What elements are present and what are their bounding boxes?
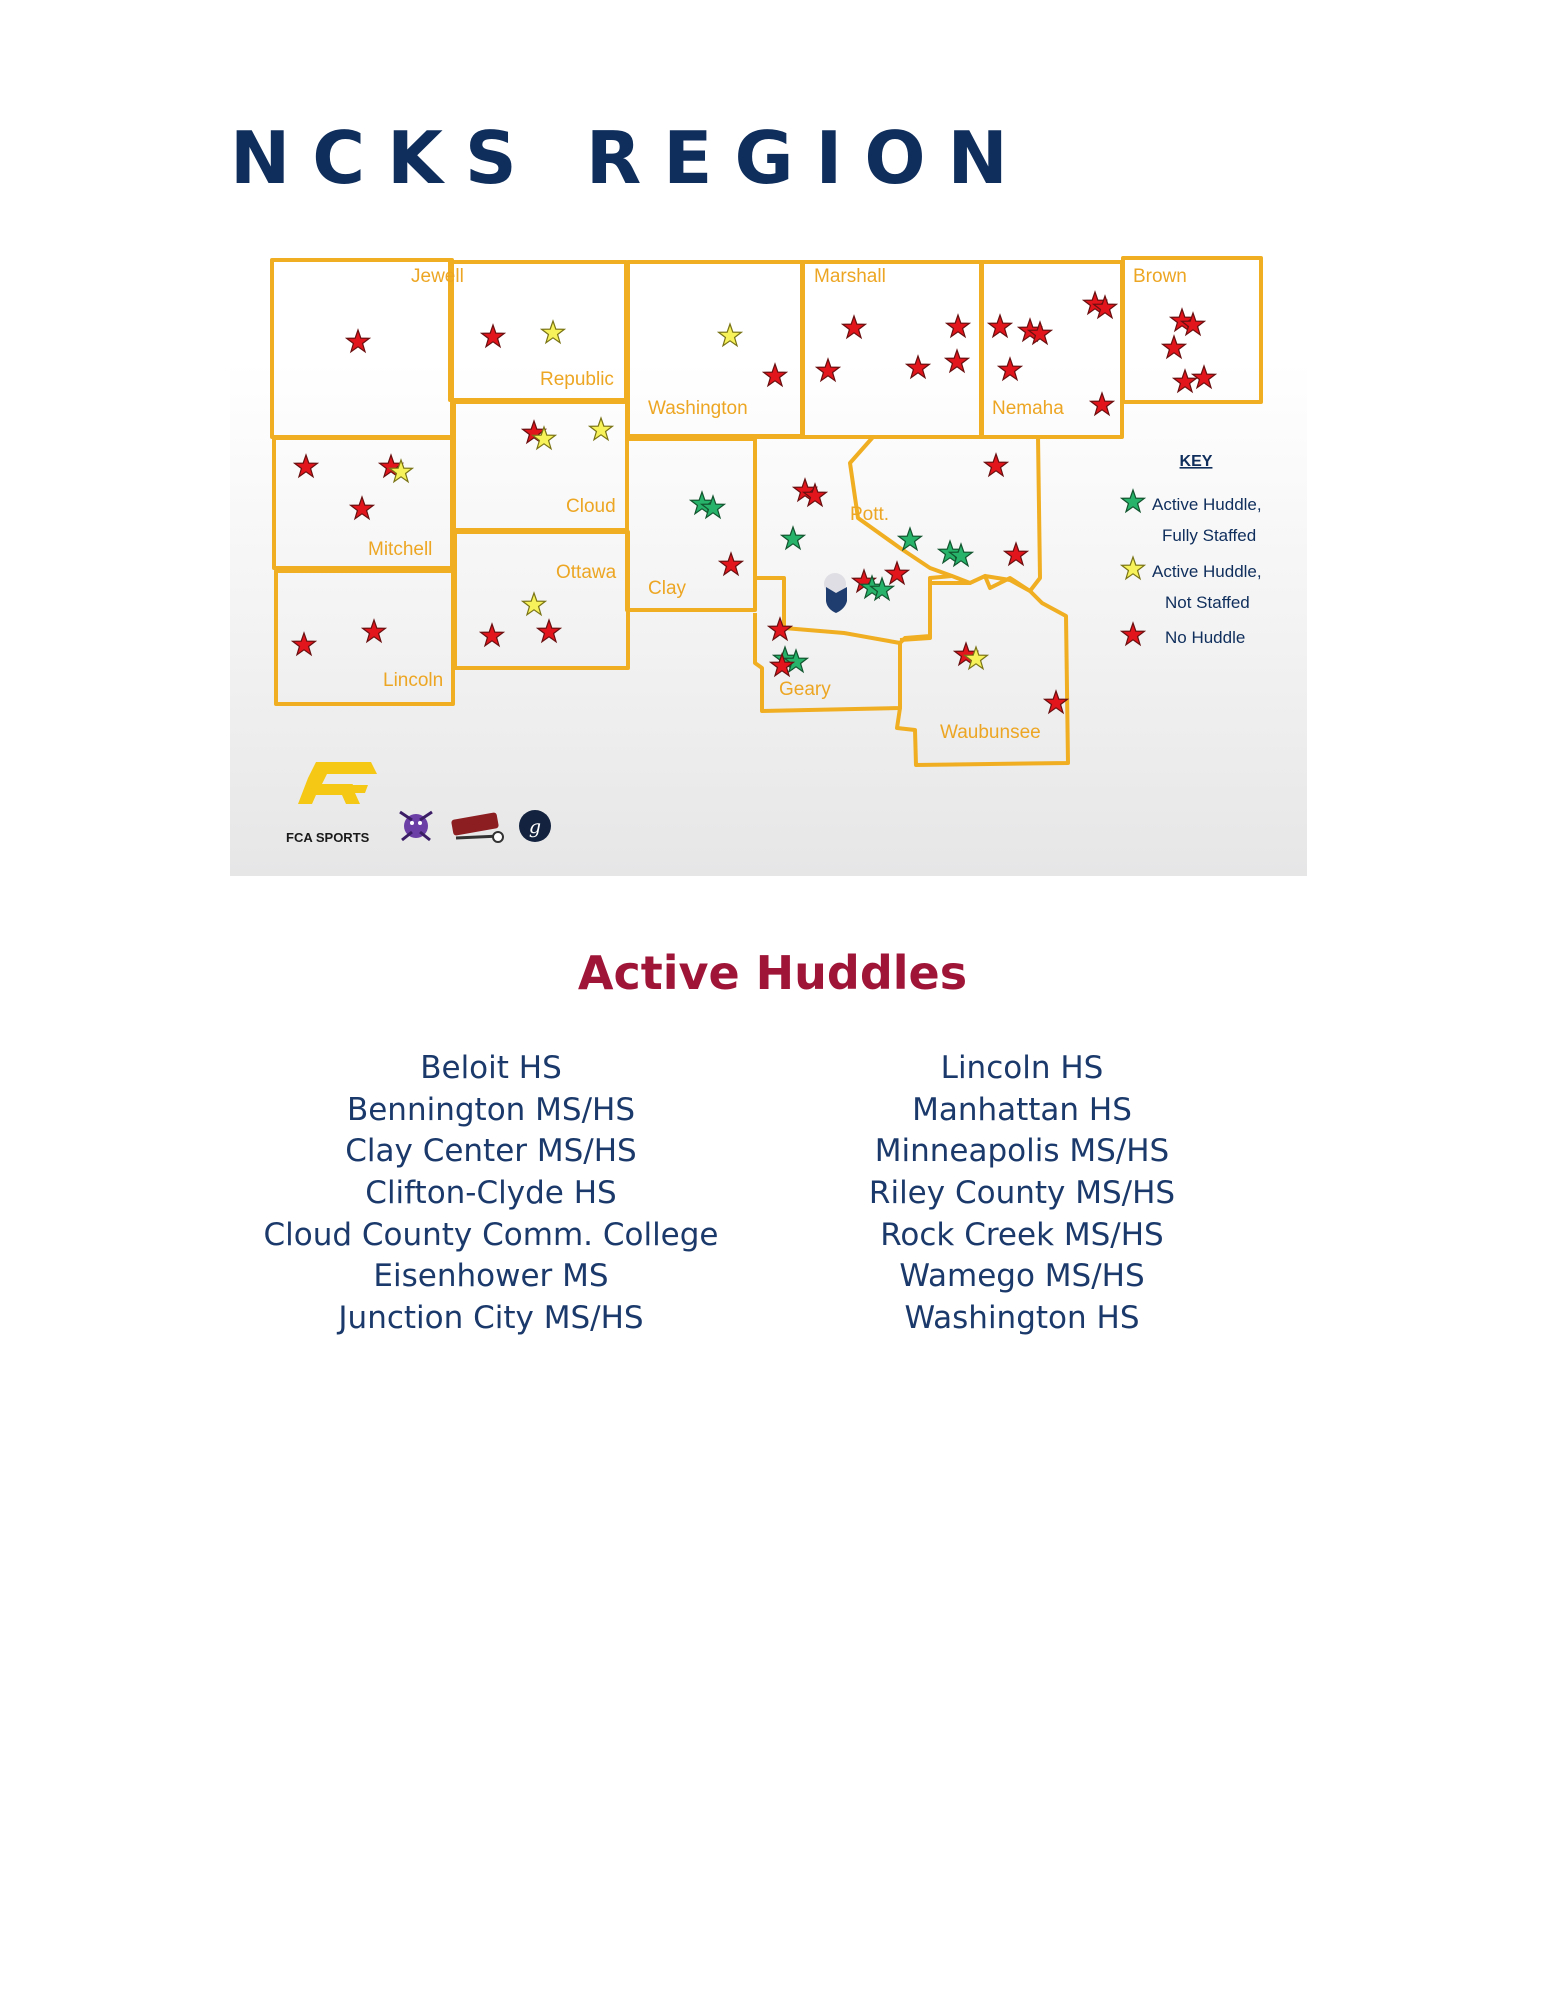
star-yellow bbox=[542, 321, 565, 343]
region-map bbox=[230, 248, 1307, 876]
huddle-list-right bbox=[722, 1048, 1322, 1340]
key-label-fully-staffed-line1: Active Huddle, bbox=[1152, 495, 1262, 514]
star-yellow bbox=[590, 418, 613, 440]
label-republic: Republic bbox=[540, 369, 614, 390]
fca-sports-logo bbox=[286, 762, 377, 845]
star-red bbox=[1005, 543, 1028, 565]
star-red bbox=[351, 497, 374, 519]
star-red bbox=[538, 620, 561, 642]
g-circle-logo bbox=[519, 810, 551, 842]
list-item: Rock Creek MS/HS bbox=[880, 1216, 1164, 1253]
list-item: Lincoln HS bbox=[940, 1050, 1104, 1086]
star-red bbox=[886, 562, 909, 584]
key-label-fully-staffed-line2: Fully Staffed bbox=[1162, 526, 1257, 545]
purple-mascot-logo bbox=[400, 812, 432, 840]
county-clay bbox=[627, 439, 755, 610]
star-red bbox=[989, 315, 1012, 337]
county-ottawa bbox=[455, 532, 628, 668]
label-lincoln: Lincoln bbox=[383, 670, 444, 691]
label-mitchell: Mitchell bbox=[368, 539, 433, 560]
huddle-list-left bbox=[191, 1048, 791, 1340]
star-red bbox=[1163, 336, 1186, 358]
page-title: NCKS REGION bbox=[230, 116, 1030, 200]
key-label-no-huddle: No Huddle bbox=[1165, 628, 1246, 647]
list-item: Clifton-Clyde HS bbox=[365, 1175, 617, 1212]
svg-text:g: g bbox=[528, 816, 542, 838]
star-red bbox=[769, 618, 792, 640]
star-red bbox=[1174, 370, 1197, 392]
list-item: Clay Center MS/HS bbox=[345, 1133, 637, 1170]
star-red bbox=[482, 325, 505, 347]
star-red bbox=[985, 454, 1008, 476]
sponsor-logos bbox=[286, 762, 551, 845]
label-ottawa: Ottawa bbox=[556, 562, 617, 583]
list-item: Washington HS bbox=[904, 1300, 1140, 1337]
key-title: KEY bbox=[1179, 453, 1213, 470]
label-wabaunsee: Waubunsee bbox=[940, 722, 1041, 743]
star-red bbox=[1091, 393, 1114, 415]
list-item: Riley County MS/HS bbox=[868, 1175, 1176, 1212]
star-green bbox=[785, 650, 808, 672]
section-title: Active Huddles bbox=[577, 946, 968, 1000]
label-brown: Brown bbox=[1133, 266, 1187, 287]
county-map bbox=[230, 248, 1307, 876]
list-item: Bennington MS/HS bbox=[346, 1091, 636, 1128]
star-red bbox=[1193, 366, 1216, 388]
list-item: Manhattan HS bbox=[912, 1091, 1132, 1128]
county-marshall bbox=[803, 262, 981, 437]
tribal-warriors-logo bbox=[451, 812, 503, 842]
list-item: Eisenhower MS bbox=[373, 1258, 609, 1295]
label-nemaha: Nemaha bbox=[992, 398, 1064, 419]
star-red bbox=[999, 358, 1022, 380]
key-label-not-staffed-line1: Active Huddle, bbox=[1152, 562, 1262, 581]
label-marshall: Marshall bbox=[814, 266, 886, 287]
star-green bbox=[782, 527, 805, 549]
key-label-not-staffed-line2: Not Staffed bbox=[1165, 593, 1250, 612]
label-clay: Clay bbox=[648, 578, 687, 599]
list-item: Cloud County Comm. College bbox=[263, 1216, 719, 1253]
legend-yellow-star-icon bbox=[1122, 557, 1145, 579]
star-red bbox=[293, 633, 316, 655]
star-red bbox=[363, 620, 386, 642]
star-red bbox=[946, 350, 969, 372]
star-red bbox=[947, 315, 970, 337]
fca-sports-label: FCA SPORTS bbox=[286, 830, 370, 845]
star-red bbox=[843, 316, 866, 338]
star-red bbox=[481, 624, 504, 646]
star-red bbox=[907, 356, 930, 378]
list-item: Junction City MS/HS bbox=[338, 1300, 644, 1337]
label-cloud: Cloud bbox=[566, 496, 616, 517]
label-washington: Washington bbox=[648, 398, 748, 419]
list-item: Wamego MS/HS bbox=[899, 1258, 1145, 1295]
star-red bbox=[1045, 691, 1068, 713]
legend-red-star-icon bbox=[1122, 623, 1145, 645]
star-red bbox=[720, 553, 743, 575]
label-pott: Pott. bbox=[850, 504, 890, 525]
star-green bbox=[899, 528, 922, 550]
star-green bbox=[950, 544, 973, 566]
label-jewell: Jewell bbox=[411, 266, 464, 287]
list-item: Beloit HS bbox=[420, 1050, 562, 1086]
city-marker bbox=[824, 573, 847, 613]
list-item: Minneapolis MS/HS bbox=[874, 1133, 1170, 1170]
star-yellow bbox=[523, 593, 546, 615]
star-yellow bbox=[719, 324, 742, 346]
label-geary: Geary bbox=[779, 679, 831, 700]
star-red bbox=[295, 455, 318, 477]
star-red bbox=[764, 364, 787, 386]
map-key bbox=[1122, 453, 1262, 647]
legend-green-star-icon bbox=[1122, 490, 1145, 512]
star-red bbox=[817, 359, 840, 381]
star-red bbox=[347, 330, 370, 352]
